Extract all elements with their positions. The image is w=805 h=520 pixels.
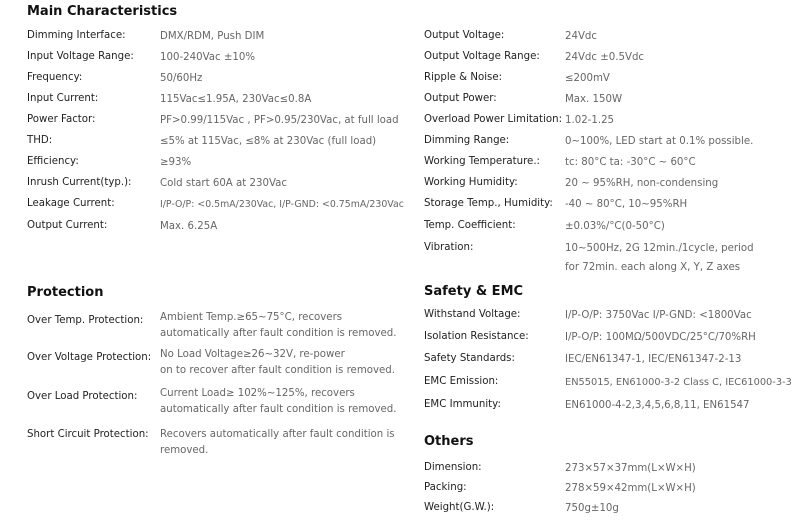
others-value: 273×57×37mm(L×W×H) bbox=[565, 463, 696, 474]
spec-value: 50/60Hz bbox=[160, 73, 203, 84]
others-value: 278×59×42mm(L×W×H) bbox=[565, 483, 696, 494]
spec-value: ±0.03%/°C(0-50°C) bbox=[565, 221, 665, 232]
spec-value: ≤200mV bbox=[565, 73, 610, 84]
spec-value: Max. 6.25A bbox=[160, 221, 218, 232]
spec-label: Frequency: bbox=[27, 72, 83, 83]
safety-label: Withstand Voltage: bbox=[424, 309, 521, 320]
spec-label: Output Power: bbox=[424, 93, 497, 104]
spec-value: 100-240Vac ±10% bbox=[160, 52, 256, 63]
protection-value: automatically after fault condition is removed. bbox=[160, 404, 397, 415]
spec-value: Max. 150W bbox=[565, 94, 623, 105]
spec-value: -40 ~ 80°C, 10~95%RH bbox=[565, 199, 688, 210]
safety-label: Isolation Resistance: bbox=[424, 331, 529, 342]
spec-label: Power Factor: bbox=[27, 114, 96, 125]
safety-emc-heading: Safety & EMC bbox=[424, 284, 524, 299]
spec-value: 20 ~ 95%RH, non-condensing bbox=[565, 178, 719, 189]
spec-value: ≤5% at 115Vac, ≤8% at 230Vac (full load) bbox=[160, 136, 377, 147]
spec-value: 24Vdc ±0.5Vdc bbox=[565, 52, 645, 63]
protection-value: removed. bbox=[160, 445, 209, 456]
spec-value: 0~100%, LED start at 0.1% possible. bbox=[565, 136, 754, 147]
spec-label: Temp. Coefficient: bbox=[424, 220, 516, 231]
others-label: Weight(G.W.): bbox=[424, 502, 495, 513]
spec-label: THD: bbox=[27, 135, 53, 146]
protection-label: Over Temp. Protection: bbox=[27, 315, 144, 326]
protection-value: Ambient Temp.≥65~75°C, recovers bbox=[160, 312, 343, 323]
spec-label: Working Humidity: bbox=[424, 177, 518, 188]
spec-label: Input Voltage Range: bbox=[27, 51, 134, 62]
protection-label: Over Voltage Protection: bbox=[27, 352, 152, 363]
spec-label: Vibration: bbox=[424, 242, 474, 253]
spec-label: Working Temperature.: bbox=[424, 156, 540, 167]
others-label: Dimension: bbox=[424, 462, 482, 473]
spec-label: Output Voltage: bbox=[424, 30, 505, 41]
protection-value: Recovers automatically after fault condition is bbox=[160, 429, 395, 440]
spec-label: Output Current: bbox=[27, 220, 108, 231]
others-value: 750g±10g bbox=[565, 503, 619, 514]
spec-label: Inrush Current(typ.): bbox=[27, 177, 132, 188]
spec-value: 1.02-1.25 bbox=[565, 115, 615, 126]
safety-value: I/P-O/P: 3750Vac I/P-GND: <1800Vac bbox=[565, 310, 752, 321]
spec-label: Leakage Current: bbox=[27, 198, 115, 209]
safety-value: IEC/EN61347-1, IEC/EN61347-2-13 bbox=[565, 354, 742, 365]
spec-value: I/P-O/P: <0.5mA/230Vac, I/P-GND: <0.75mA/230Vac bbox=[160, 199, 404, 210]
others-heading: Others bbox=[424, 434, 474, 449]
spec-value: 10~500Hz, 2G 12min./1cycle, period bbox=[565, 243, 754, 254]
protection-value: Current Load≥ 102%~125%, recovers bbox=[160, 388, 355, 399]
protection-value: on to recover after fault condition is removed. bbox=[160, 365, 395, 376]
spec-label: Input Current: bbox=[27, 93, 99, 104]
main-characteristics-heading: Main Characteristics bbox=[27, 4, 178, 19]
safety-value: I/P-O/P: 100MΩ/500VDC/25°C/70%RH bbox=[565, 332, 756, 343]
safety-value: EN55015, EN61000-3-2 Class C, IEC61000-3-3 bbox=[565, 377, 792, 388]
spec-value: DMX/RDM, Push DIM bbox=[160, 31, 265, 42]
safety-label: Safety Standards: bbox=[424, 353, 515, 364]
spec-value: 115Vac≤1.95A, 230Vac≤0.8A bbox=[160, 94, 312, 105]
spec-label: Storage Temp., Humidity: bbox=[424, 198, 553, 209]
protection-label: Short Circuit Protection: bbox=[27, 429, 149, 440]
spec-label: Dimming Interface: bbox=[27, 30, 126, 41]
spec-value: 24Vdc bbox=[565, 31, 598, 42]
safety-label: EMC Immunity: bbox=[424, 399, 501, 410]
protection-heading: Protection bbox=[27, 285, 104, 300]
protection-label: Over Load Protection: bbox=[27, 391, 138, 402]
spec-value: Cold start 60A at 230Vac bbox=[160, 178, 287, 189]
spec-value: for 72min. each along X, Y, Z axes bbox=[565, 262, 741, 273]
spec-label: Efficiency: bbox=[27, 156, 79, 167]
protection-value: No Load Voltage≥26~32V, re-power bbox=[160, 349, 345, 360]
spec-label: Ripple & Noise: bbox=[424, 72, 503, 83]
spec-label: Overload Power Limitation: bbox=[424, 114, 562, 125]
spec-value: PF>0.99/115Vac , PF>0.95/230Vac, at full load bbox=[160, 115, 399, 126]
safety-label: EMC Emission: bbox=[424, 376, 499, 387]
spec-label: Dimming Range: bbox=[424, 135, 510, 146]
others-label: Packing: bbox=[424, 482, 467, 493]
protection-value: automatically after fault condition is removed. bbox=[160, 328, 397, 339]
spec-value: tc: 80°C ta: -30°C ~ 60°C bbox=[565, 157, 696, 168]
spec-value: ≥93% bbox=[160, 157, 192, 168]
safety-value: EN61000-4-2,3,4,5,6,8,11, EN61547 bbox=[565, 400, 750, 411]
spec-label: Output Voltage Range: bbox=[424, 51, 540, 62]
